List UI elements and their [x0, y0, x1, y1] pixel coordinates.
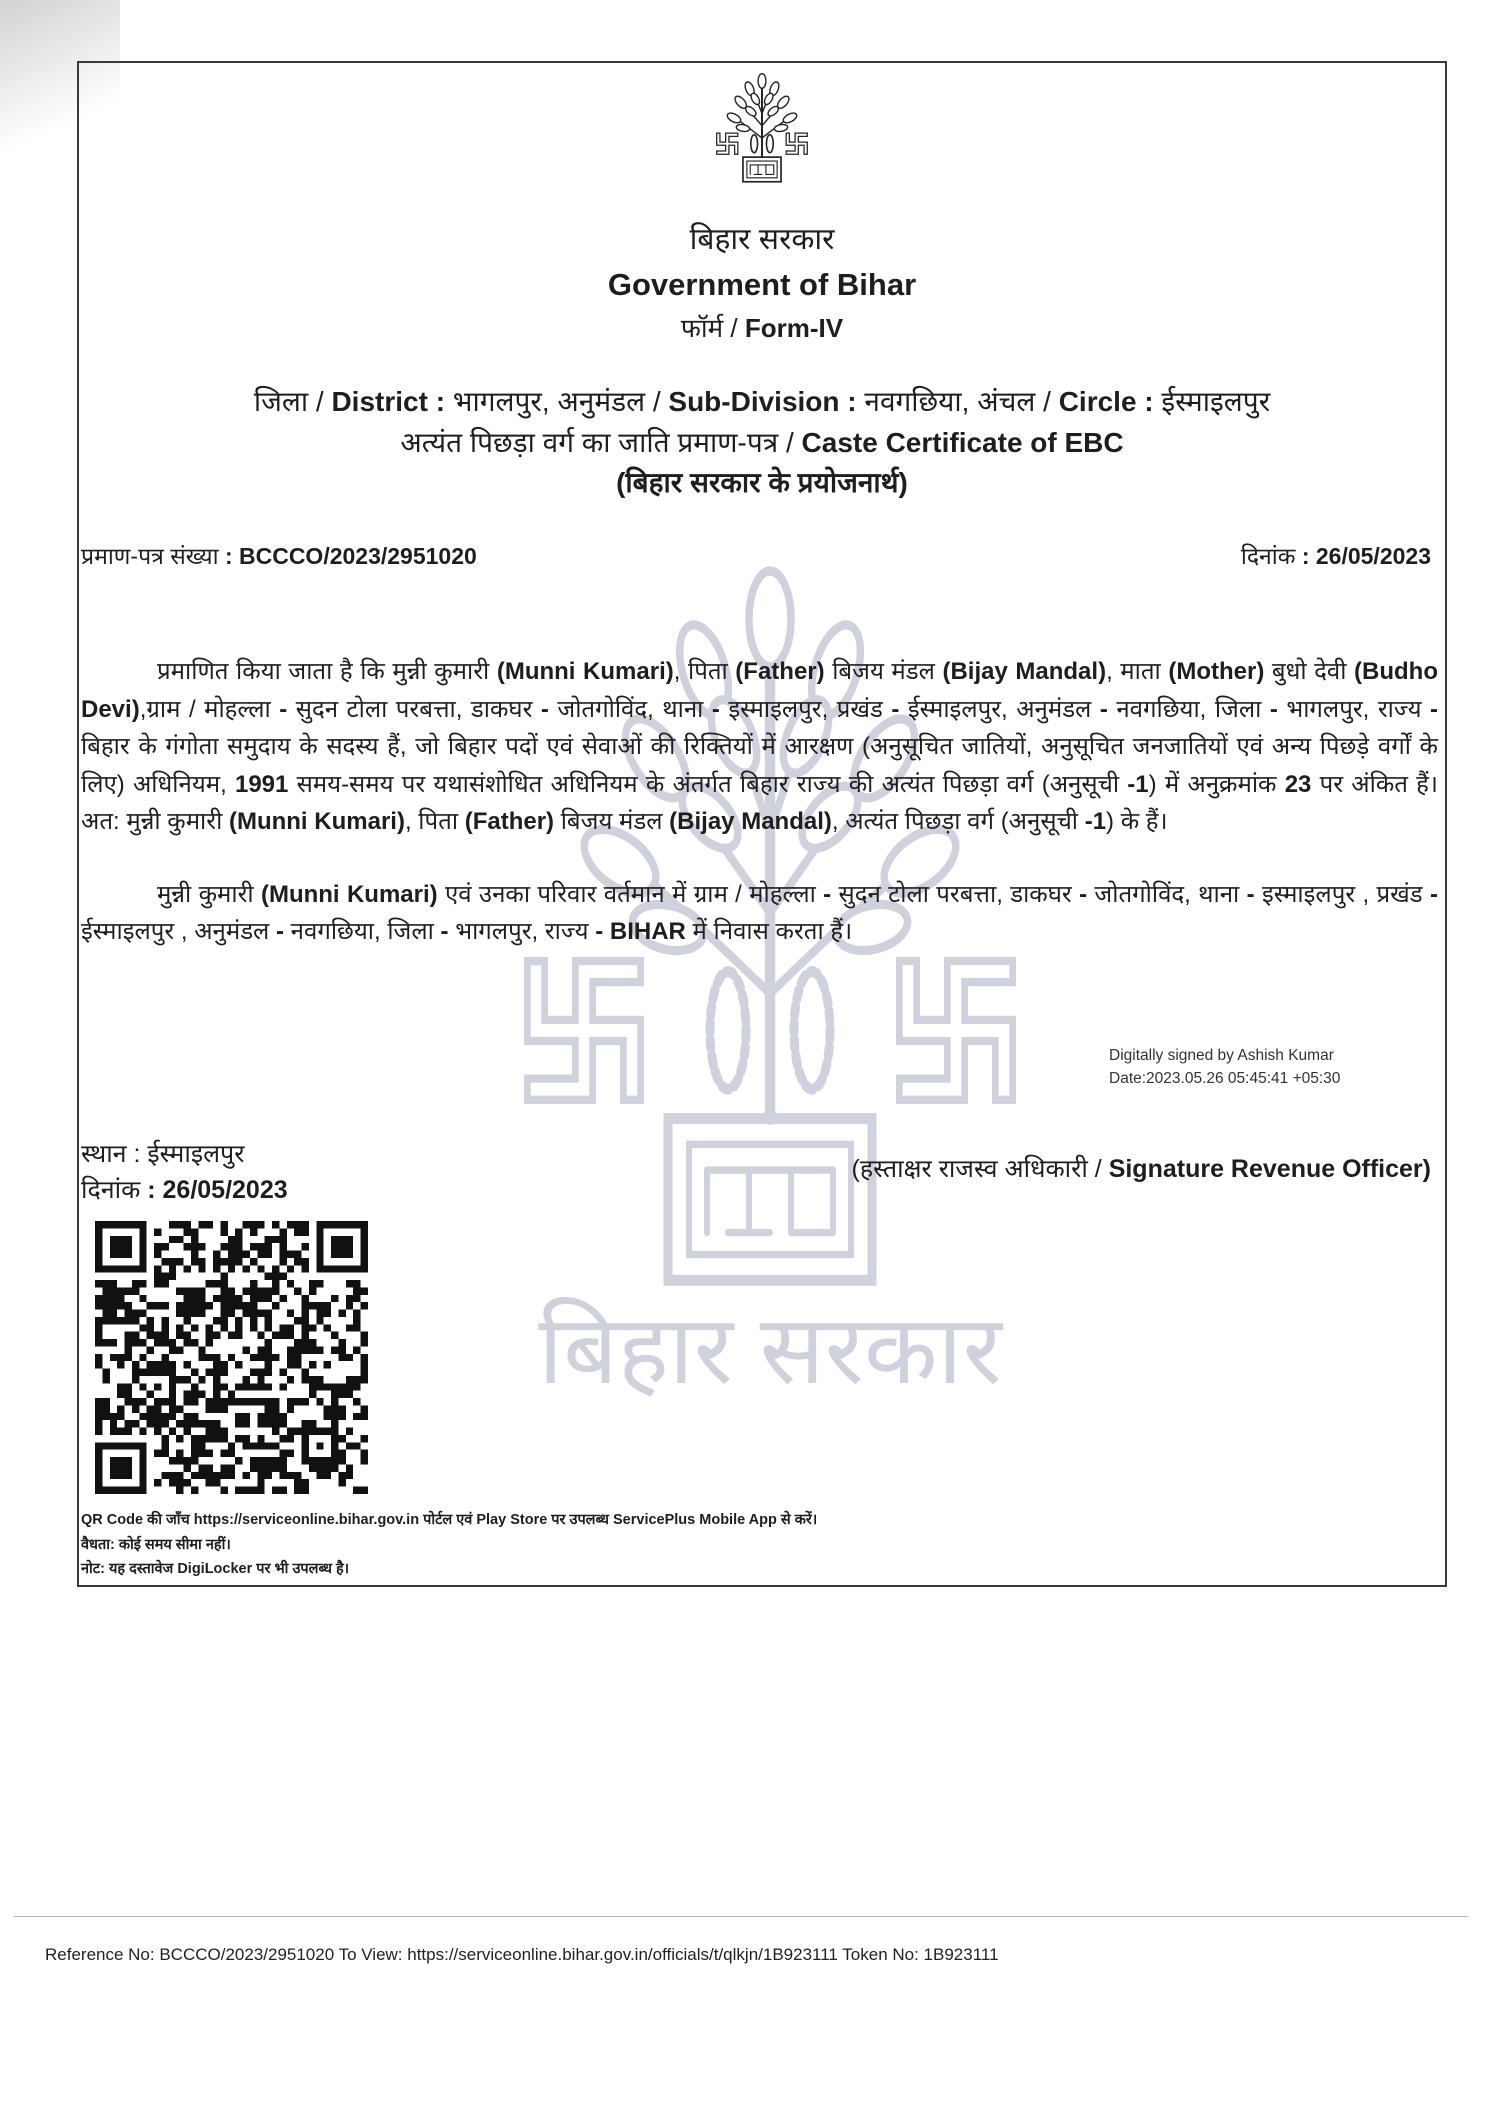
residence-paragraph — [81, 876, 1438, 951]
text-segment: दिनांक — [1240, 543, 1302, 569]
text-segment: , अत्यंत पिछड़ा वर्ग (अनुसूची — [831, 808, 1085, 835]
bold-text-segment: - — [279, 695, 288, 723]
signature-label — [852, 1151, 1431, 1187]
text-segment: ,ग्राम / मोहल्ला — [139, 695, 280, 723]
text-segment: , माता — [1106, 658, 1169, 685]
text-segment: ) के हैं। — [1106, 808, 1168, 835]
bold-text-segment: - — [440, 918, 449, 945]
text-segment: इस्माइलपुर , प्रखंड — [1254, 880, 1430, 908]
text-segment: जिला / — [253, 386, 332, 417]
text-segment: नवगछिया, अंचल / — [856, 386, 1059, 417]
bold-text-segment: - — [275, 918, 284, 945]
text-segment: नवगछिया, जिला — [1107, 695, 1270, 723]
text-segment: भागलपुर, अनुमंडल / — [445, 386, 669, 417]
text-segment: ) में अनुक्रमांक — [1148, 770, 1285, 798]
form-label — [77, 308, 1447, 348]
text-segment: , पिता — [673, 658, 736, 685]
certificate-body — [81, 653, 1438, 986]
text-segment: फॉर्म / — [680, 313, 745, 343]
bold-text-segment: -1 — [1084, 808, 1107, 835]
bold-text-segment: - — [1099, 695, 1108, 723]
watermark-text: बिहार सरकार — [538, 1297, 1002, 1404]
text-segment: ईस्माइलपुर, अनुमंडल — [899, 695, 1100, 723]
location-line — [77, 382, 1447, 422]
text-segment: में निवास करता हैं। — [685, 918, 853, 945]
bold-text-segment: 23 — [1284, 770, 1312, 798]
validity-note: वैधता: कोई समय सीमा नहीं। — [81, 1536, 231, 1553]
bold-text-segment: 1991 — [234, 770, 289, 798]
bold-text-segment: - — [711, 695, 720, 723]
bold-text-segment: (Mother) — [1168, 658, 1265, 685]
qr-check-note: QR Code की जाँच https://serviceonline.bihar.gov.in पोर्टल एवं Play Store पर उपलब्ध ServicePlus Mobile App से करें। — [81, 1512, 818, 1528]
bold-text-segment: (Bijay Mandal) — [669, 808, 832, 835]
digital-signature-signer: Digitally signed by Ashish Kumar — [1109, 1047, 1334, 1064]
text-segment: जोतगोविंद, थाना — [548, 695, 712, 723]
text-segment: सुदन टोला परबत्ता, डाकघर — [287, 695, 541, 723]
bold-text-segment: Form-IV — [744, 313, 844, 343]
certificate-purpose: (बिहार सरकार के प्रयोजनार्थ) — [616, 467, 908, 498]
bold-text-segment: - — [540, 695, 549, 723]
bold-text-segment: : 26/05/2023 — [1301, 543, 1431, 569]
text-segment: पर अंकित हैं। अत: मुन्नी कुमारी — [81, 770, 1438, 835]
text-segment: भागलपुर, राज्य — [448, 918, 596, 945]
bold-text-segment: Sub-Division : — [668, 386, 857, 417]
text-segment: नवगछिया, जिला — [283, 918, 441, 945]
text-segment: बिहार के गंगोता समुदाय के सदस्य हैं, जो बिहार पदों एवं सेवाओं की रिक्तियों में आरक्षण (अनुसूचित जातियों, अनुसूचित जनजातियों एवं अन्य पिछड़े वर्गों के लिए) अधिनियम, — [81, 733, 1438, 798]
bold-text-segment: - — [823, 880, 832, 908]
reference-footer: Reference No: BCCCO/2023/2951020 To View: https://serviceonline.bihar.gov.in/officials/t/qlkjn/1B923111 Token No: 1B923111 — [45, 1945, 999, 1964]
digital-signature-date: Date:2023.05.26 05:45:41 +05:30 — [1109, 1070, 1341, 1087]
place-and-date — [81, 1136, 288, 1208]
qr-code — [95, 1221, 368, 1494]
text-segment: ईस्माइलपुर — [1153, 386, 1271, 417]
text-segment: बिजय मंडल — [554, 808, 670, 835]
certificate-title — [77, 422, 1447, 463]
text-segment: जोतगोविंद, थाना — [1087, 880, 1247, 908]
certificate-number — [81, 540, 477, 572]
text-segment: समय-समय पर यथासंशोधित अधिनियम के अंतर्गत बिहार राज्य की अत्यंत पिछड़ा वर्ग (अनुसूची — [288, 770, 1128, 798]
certification-paragraph — [81, 653, 1438, 841]
text-segment: , पिता — [404, 808, 465, 835]
text-segment: दिनांक — [81, 1176, 148, 1204]
bold-text-segment: (Bijay Mandal) — [942, 658, 1107, 685]
government-title-english: Government of Bihar — [607, 267, 917, 302]
bold-text-segment: - — [1079, 880, 1088, 908]
place: स्थान : ईस्माइलपुर — [81, 1140, 245, 1168]
bihar-emblem-icon — [703, 72, 821, 184]
text-segment: (हस्ताक्षर राजस्व अधिकारी / — [851, 1155, 1109, 1183]
bold-text-segment: (Munni Kumari) — [228, 808, 405, 835]
bold-text-segment: (Munni Kumari) — [260, 880, 438, 908]
text-segment: बिजय मंडल — [824, 658, 943, 685]
text-segment: प्रमाण-पत्र संख्या — [81, 543, 225, 569]
text-segment: एवं उनका परिवार वर्तमान में ग्राम / मोहल्ला — [437, 880, 824, 908]
bold-text-segment: - — [891, 695, 900, 723]
digital-signature — [1109, 1044, 1340, 1090]
text-segment: भागलपुर, राज्य — [1277, 695, 1430, 723]
bold-text-segment: (Budho Devi) — [81, 658, 1438, 723]
bold-text-segment: (Munni Kumari) — [496, 658, 674, 685]
certificate-header — [77, 218, 1447, 503]
text-segment: प्रमाणित किया जाता है कि मुन्नी कुमारी — [157, 658, 497, 685]
bold-text-segment: : BCCCO/2023/2951020 — [224, 543, 477, 569]
bold-text-segment: Signature Revenue Officer) — [1108, 1155, 1431, 1183]
bold-text-segment: - BIHAR — [595, 918, 686, 945]
bold-text-segment: (Father) — [464, 808, 555, 835]
footer-divider — [14, 1916, 1468, 1917]
bold-text-segment: District : — [331, 386, 446, 417]
text-segment: इस्माइलपुर, प्रखंड — [719, 695, 892, 723]
government-title-hindi: बिहार सरकार — [689, 223, 835, 256]
text-segment: सुदन टोला परबत्ता, डाकघर — [831, 880, 1080, 908]
bold-text-segment: -1 — [1127, 770, 1149, 798]
text-segment: ईस्माइलपुर , अनुमंडल — [81, 918, 276, 945]
place-date — [81, 1172, 288, 1208]
text-segment: मुन्नी कुमारी — [157, 880, 261, 908]
bold-text-segment: (Father) — [735, 658, 825, 685]
bold-text-segment: - — [1429, 880, 1438, 908]
bold-text-segment: - — [1269, 695, 1278, 723]
bold-text-segment: Circle : — [1058, 386, 1154, 417]
digilocker-note: नोट: यह दस्तावेज DigiLocker पर भी उपलब्ध है। — [81, 1561, 350, 1577]
verification-notes — [81, 1508, 817, 1582]
bold-text-segment: - — [1246, 880, 1255, 908]
bold-text-segment: : 26/05/2023 — [147, 1176, 288, 1204]
issue-date — [1241, 540, 1431, 572]
text-segment: बुधो देवी — [1264, 658, 1355, 685]
text-segment: अत्यंत पिछड़ा वर्ग का जाति प्रमाण-पत्र / — [400, 427, 802, 458]
bold-text-segment: - — [1430, 695, 1438, 723]
bold-text-segment: Caste Certificate of EBC — [801, 427, 1124, 458]
